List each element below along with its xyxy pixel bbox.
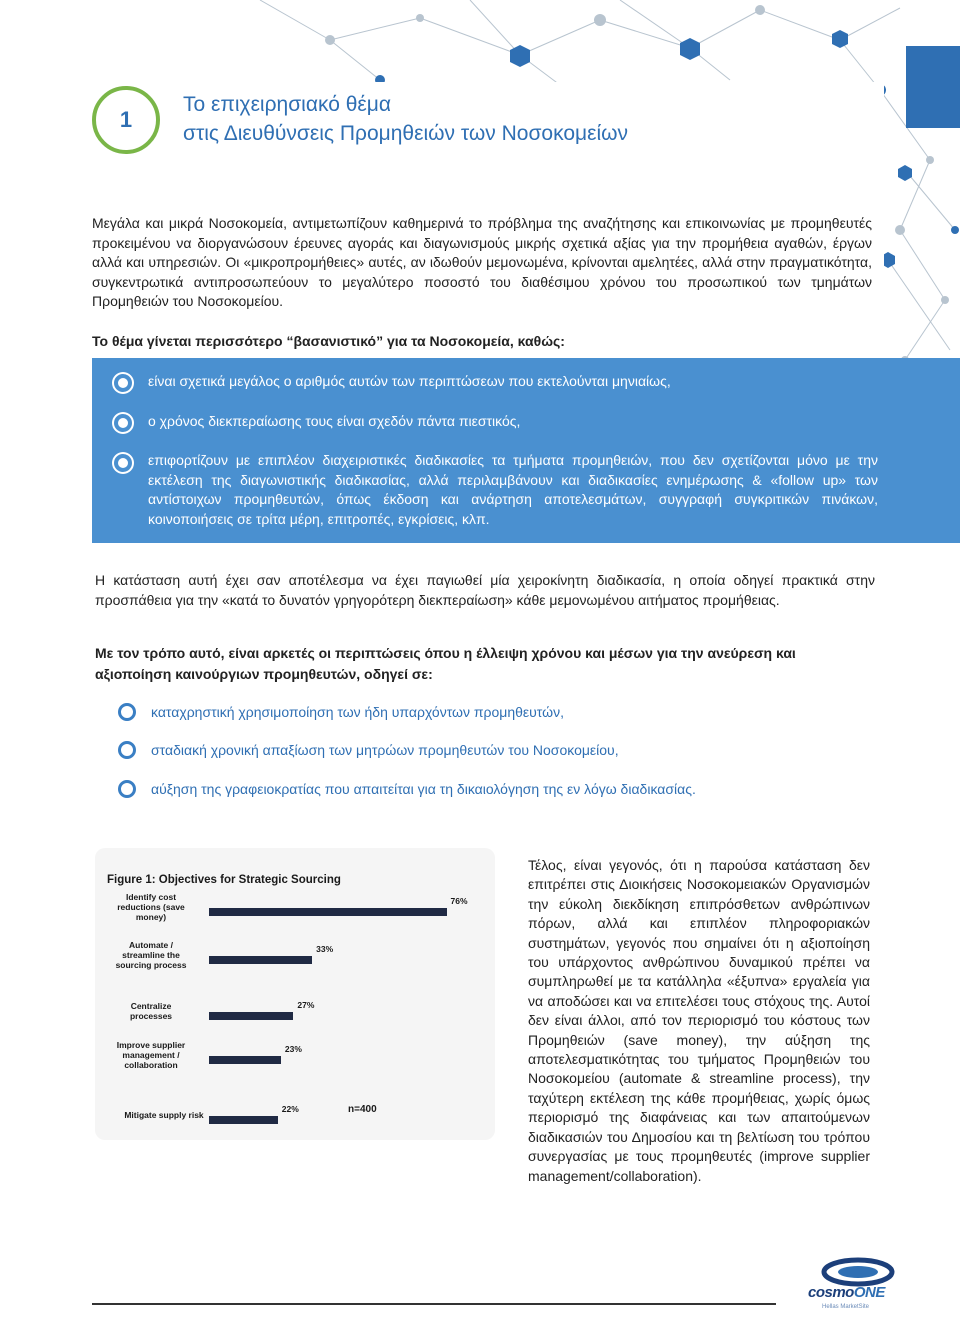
- circle-bullet-icon: [114, 374, 132, 392]
- chart-value-label: 27%: [297, 1000, 315, 1010]
- footer-divider: [92, 1303, 776, 1305]
- intro-paragraph: Μεγάλα και μικρά Νοσοκομεία, αντιμετωπίζουν καθημερινά το πρόβλημα της αναζήτησης και επικοινωνίας με προμηθευτές προκειμένου να διοργανώσουν έρευνες αγοράς και διαγωνισμούς μικρής σχετικά αξίας για την προμήθεια αγαθών, έργων αλλά και υπηρεσιών. Οι «μικροπρομήθειες» αυτές, αν ιδωθούν μεμονωμένα, κρίνονται αμελητέες, αλλά στην πραγματικότητα, συγκεντρωτικά αντιπροσωπεύουν το μεγαλύτερο ποσοστό του διαθέσιμου χρόνου του προσωπικού των τμημάτων Προμηθειών του Νοσοκομείου.: [92, 215, 872, 309]
- chart-category-label: Centralize processes: [129, 1001, 173, 1021]
- situation-paragraph: Η κατάσταση αυτή έχει σαν αποτέλεσμα να έχει παγιωθεί μία χειροκίνητη διαδικασία, η οποία οδηγεί πρακτικά στην προσπάθεια για την «κατά το δυνατόν γρηγορότερη διεκπεραίωση» κάθε μεμονωμένου αιτήματος προμήθειας.: [95, 572, 875, 608]
- chart-category-label: Improve supplier management / collaboration: [116, 1040, 186, 1070]
- chart-bar: [209, 1056, 281, 1064]
- highlight-item: επιφορτίζουν με επιπλέον διαχειριστικές διαδικασίες τα τμήματα προμηθειών, που δεν σχετίζονται μόνο με την εκτέλεση της διαγωνιστικής διαδικασίας, αλλά περιλαμβάνουν και διαδικασίες ενημέρωσης & «follow up» των αντίστοιχων προμηθευτών, όπως έκδοση και ανάρτηση αποτελεσμάτων, συγγραφή συγκριτικών πινάκων, κοινοποιήσεις σε τρίτα μέρη, επιτροπές, εγκρίσεις, κλπ.: [148, 452, 878, 527]
- situation-bold: Με τον τρόπο αυτό, είναι αρκετές οι περιπτώσεις όπου η έλλειψη χρόνου και μέσων για την ανεύρεση και αξιοποίηση καινούργιων προμηθευτών, οδηγεί σε:: [95, 645, 796, 682]
- consequence-text: αύξηση της γραφειοκρατίας που απαιτείται για τη δικαιολόγηση της εν λόγω διαδικασίας.: [151, 781, 696, 797]
- chart-category-label: Automate / streamline the sourcing process: [115, 940, 187, 970]
- consequence-text: καταχρηστική χρησιμοποίηση των ήδη υπαρχόντων προμηθευτών,: [151, 704, 564, 720]
- chart-value-label: 76%: [450, 896, 468, 906]
- chart-bar: [209, 956, 312, 964]
- chart-bar: [209, 1116, 278, 1124]
- circle-bullet-icon: [114, 454, 132, 472]
- logo-wordmark: [808, 1284, 885, 1301]
- objectives-chart: [95, 848, 495, 1140]
- circle-bullet-icon: [114, 414, 132, 432]
- intro-lead: Το θέμα γίνεται περισσότερο “βασανιστικό” για τα Νοσοκομεία, καθώς:: [92, 333, 565, 349]
- circle-bullet-icon: [118, 741, 136, 759]
- circle-bullet-icon: [118, 780, 136, 798]
- chart-category-label: Mitigate supply risk: [124, 1110, 204, 1120]
- logo-swoosh-icon: [808, 1250, 900, 1288]
- chart-value-label: 22%: [281, 1104, 299, 1114]
- section-number: 1: [119, 107, 133, 132]
- title-line-2: στις Διευθύνσεις Προμηθειών των Νοσοκομείων: [183, 122, 629, 145]
- chart-value-label: 33%: [316, 944, 334, 954]
- chart-bar: [209, 908, 447, 916]
- logo-tagline: Hellas MarketSite: [822, 1304, 870, 1310]
- highlight-item: είναι σχετικά μεγάλος ο αριθμός αυτών των περιπτώσεων που εκτελούνται μηνιαίως,: [148, 373, 671, 389]
- highlight-box: [92, 358, 960, 543]
- consequence-text: σταδιακή χρονική απαξίωση των μητρώων προμηθευτών του Νοσοκομείου,: [151, 742, 619, 758]
- chart-annotation: n=400: [348, 1104, 377, 1115]
- closing-paragraph: Τέλος, είναι γεγονός, ότι η παρούσα κατάσταση δεν επιτρέπει στις Διοικήσεις Νοσοκομειακών Οργανισμών την εύκολη διεκδίκηση επιπρόσθετων ανθρώπινων πόρων, αλλά και επιπλέον πληροφοριακών συστημάτων, γεγονός που σημαίνει ότι η αξιοποίηση του υπάρχοντος ανθρώπινου δυναμικού πρέπει να συμπληρωθεί με τα κατάλληλα «έξυπνα» εργαλεία για να αποδώσει και να επιτελέσει τους στόχους της. Αυτοί δεν είναι άλλοι, από τον περιορισμό του κόστους των Προμηθειών (save money), την αύξηση της αποτελεσματικότητας του τμήματος Προμηθειών του Νοσοκομείου (automate & streamline process), την ταχύτερη εκτέλεση της κάθε προμήθειας, χωρίς όμως περιορισμό της διαφάνειας και των απαιτούμενων διαδικασιών του Δημοσίου και τη βελτίωση του τρόπου συνεργασίας με τους προμηθευτές (improve supplier management/collaboration).: [528, 857, 870, 1184]
- corner-accent-block: [906, 46, 960, 128]
- title-line-1: Το επιχειρησιακό θέμα: [183, 93, 392, 116]
- highlight-item: ο χρόνος διεκπεραίωσης τους είναι σχεδόν πάντα πιεστικός,: [148, 413, 521, 429]
- chart-bar: [209, 1012, 293, 1020]
- page-title: [183, 90, 628, 148]
- chart-category-label: Identify cost reductions (save money): [117, 892, 185, 922]
- logo-name-part1: cosmo: [808, 1284, 854, 1301]
- cosmoone-logo: [808, 1250, 900, 1316]
- section-number-badge: [92, 86, 160, 154]
- chart-value-label: 23%: [284, 1044, 302, 1054]
- circle-bullet-icon: [118, 703, 136, 721]
- chart-title: Figure 1: Objectives for Strategic Sourcing: [107, 874, 341, 886]
- logo-name-part2: ONE: [853, 1284, 885, 1301]
